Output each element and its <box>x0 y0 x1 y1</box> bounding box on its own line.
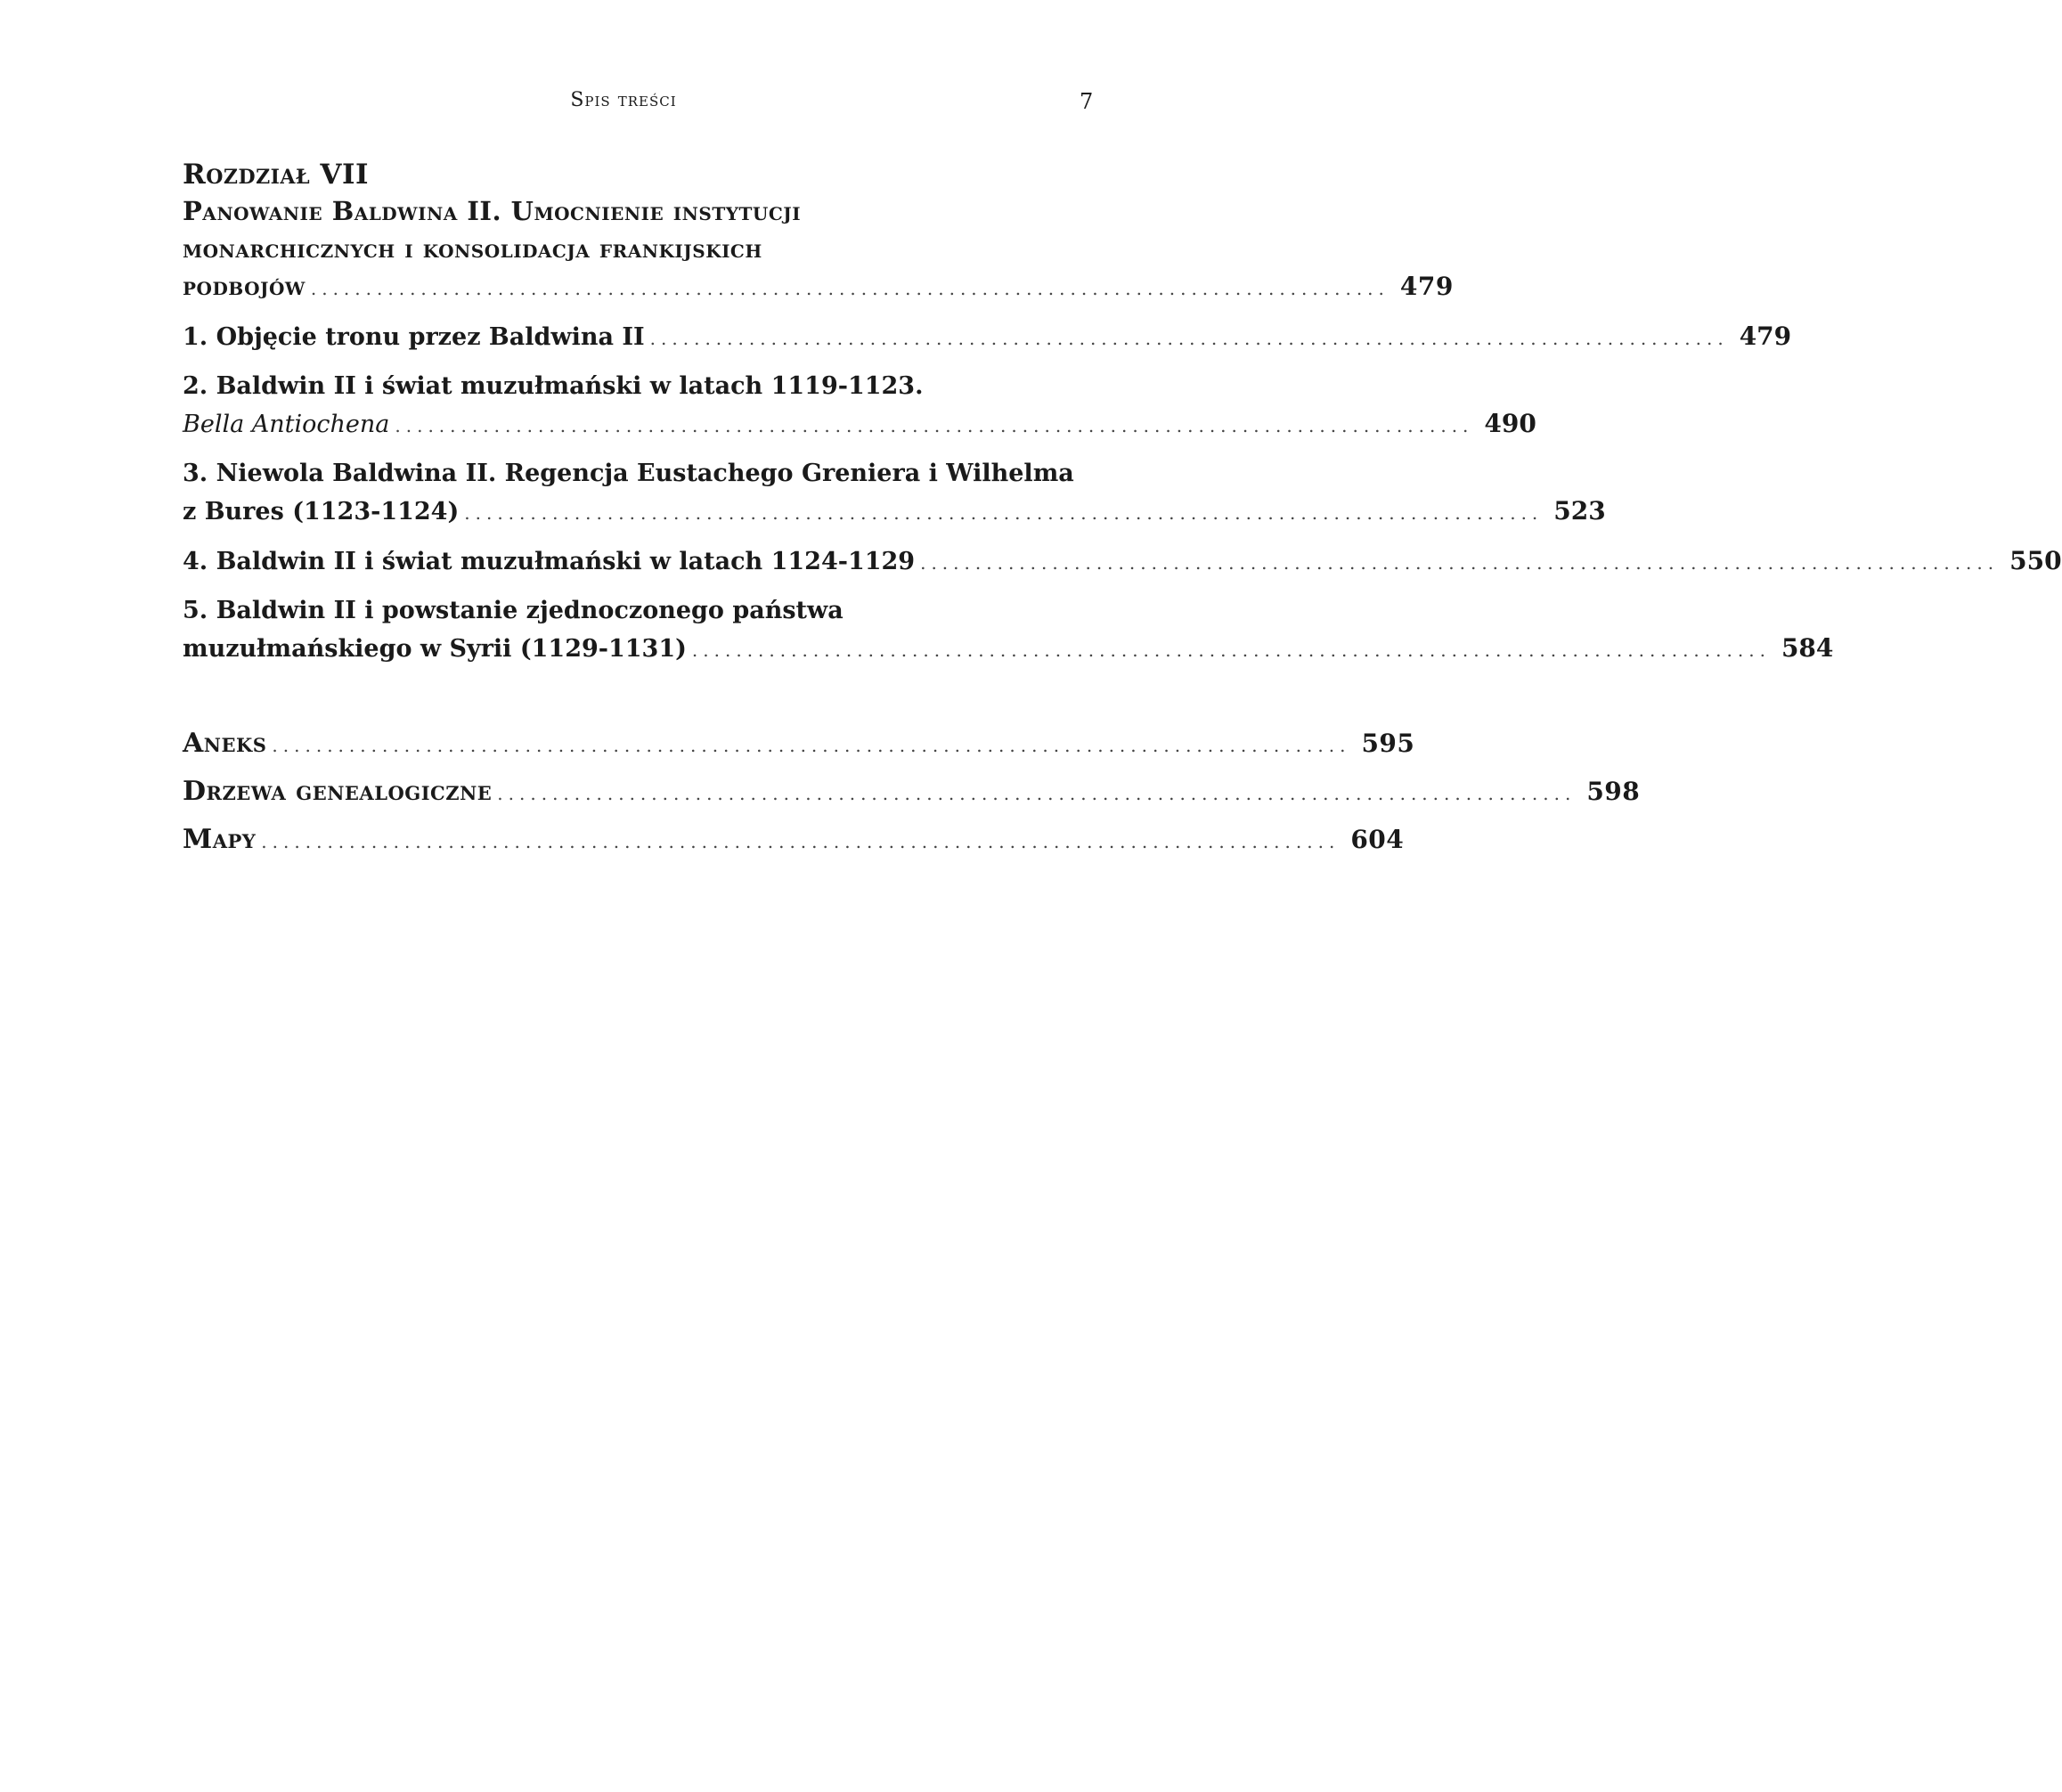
section-page-ref: 584 <box>1781 633 1834 663</box>
toc-section-3 <box>183 455 1606 532</box>
dot-leader: .................................................................................................. <box>464 502 1544 524</box>
backmatter-page-ref: 598 <box>1586 777 1641 806</box>
chapter-page-ref: 479 <box>1399 272 1454 301</box>
backmatter-title: Aneks <box>183 728 267 759</box>
dot-leader: .................................................................................................. <box>310 278 1390 299</box>
toc-backmatter-genealogy <box>183 769 1641 817</box>
section-list <box>183 318 2062 669</box>
chapter-title-line: monarchicznych i konsolidacja frankijskich <box>183 233 762 264</box>
toc-section-1 <box>183 318 1792 357</box>
section-page-ref: 523 <box>1553 496 1606 525</box>
table-of-contents <box>183 157 2062 865</box>
dot-leader: .................................................................................................. <box>691 639 1771 661</box>
section-title-continuation: muzułmańskiego w Syrii (1129-1131) <box>183 635 687 663</box>
chapter-entry <box>183 157 1454 307</box>
toc-section-4 <box>183 542 2062 582</box>
chapter-title-line: Panowanie Baldwina II. Umocnienie instytucji <box>183 196 802 226</box>
running-head: Spis treści <box>570 89 677 111</box>
backmatter-page-ref: 595 <box>1361 729 1415 758</box>
dot-leader: .................................................................................................. <box>649 328 1729 349</box>
backmatter-list <box>183 721 1641 865</box>
section-page-ref: 479 <box>1739 322 1792 351</box>
toc-row <box>183 630 1834 669</box>
toc-backmatter-maps <box>183 817 1405 865</box>
dot-leader: .................................................................................................. <box>272 735 1351 756</box>
toc-row <box>183 318 1792 357</box>
chapter-title-line: podbojów <box>183 271 306 301</box>
dot-leader: .................................................................................................. <box>497 783 1577 804</box>
section-title: 3. Niewola Baldwina II. Regencja Eustachego Greniera i Wilhelma <box>183 460 1074 487</box>
chapter-title-last-line <box>183 267 1454 307</box>
section-title: 4. Baldwin II i świat muzułmański w latach 1124-1129 <box>183 548 916 575</box>
backmatter-page-ref: 604 <box>1350 825 1405 854</box>
section-page-ref: 490 <box>1484 409 1536 438</box>
toc-row <box>183 405 1536 444</box>
page-number: 7 <box>1080 89 1094 114</box>
dot-leader: .................................................................................................. <box>261 831 1341 852</box>
section-title: 1. Objęcie tronu przez Baldwina II <box>183 323 645 351</box>
section-title-continuation: Bella Antiochena <box>183 411 390 438</box>
dot-leader: .................................................................................................. <box>395 415 1474 436</box>
dot-leader: .................................................................................................. <box>920 552 2000 574</box>
toc-section-2 <box>183 368 1536 444</box>
toc-row <box>183 542 2062 582</box>
chapter-label: Rozdział VII <box>183 159 369 191</box>
toc-section-5 <box>183 592 1834 669</box>
toc-backmatter-annex <box>183 721 1415 769</box>
section-title: 5. Baldwin II i powstanie zjednoczonego państwa <box>183 597 844 624</box>
section-title: 2. Baldwin II i świat muzułmański w latach 1119-1123. <box>183 372 924 400</box>
section-page-ref: 550 <box>2009 546 2062 575</box>
toc-row <box>183 493 1606 532</box>
backmatter-title: Mapy <box>183 824 257 855</box>
section-title-continuation: z Bures (1123-1124) <box>183 498 460 525</box>
backmatter-title: Drzewa genealogiczne <box>183 776 493 807</box>
